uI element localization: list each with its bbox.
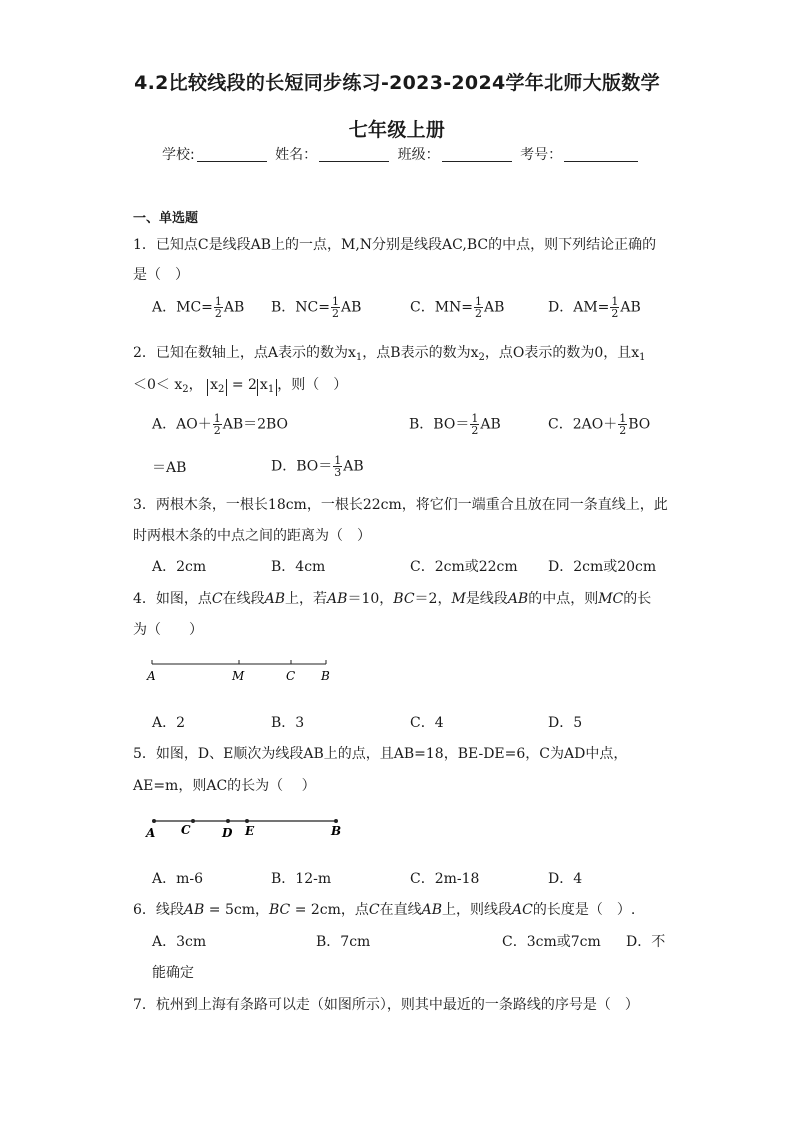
abs-x1: $x_1$ (257, 379, 277, 396)
q5-option-c[interactable]: C．2m-18 (410, 871, 480, 887)
q4-option-b[interactable]: B．3 (271, 715, 305, 731)
q6-option-c[interactable]: C．3cm或7cm (502, 934, 601, 950)
q5-segment-figure (140, 812, 350, 842)
q4-option-d[interactable]: D．5 (548, 715, 583, 731)
q5-stem: 5．如图，D、E顺次为线段AB上的点，且AB=18，BE-DE=6，C为AD中点， (133, 746, 628, 762)
q6-option-d-cont: 能确定 (152, 965, 194, 981)
class-label: 班级： (397, 147, 440, 163)
q3-option-d[interactable]: D．2cm或20cm (548, 559, 657, 575)
student-info-row (162, 144, 642, 164)
label-d: D (222, 826, 233, 840)
point-a (152, 819, 156, 823)
q6-option-a[interactable]: A．3cm (152, 934, 207, 950)
fraction: $\frac{1}{2}$ (331, 295, 339, 320)
label-m: M (232, 669, 245, 683)
q2-option-c[interactable]: C．2AO＋ $\frac{1}{2}$ BO (548, 412, 651, 437)
q1-option-a[interactable]: A．MC= $\frac{1}{2}$ AB (152, 295, 245, 320)
fraction: $\frac{1}{2}$ (475, 295, 483, 320)
class-blank[interactable] (442, 147, 512, 162)
q4-option-c[interactable]: C．4 (410, 715, 444, 731)
q3-option-c[interactable]: C．2cm或22cm (410, 559, 518, 575)
label-b: B (321, 669, 330, 683)
q6-option-b[interactable]: B．7cm (316, 934, 371, 950)
q4-stem: 4．如图，点C在线段AB上，若AB＝10，BC＝2，M是线段AB的中点，则MC的长 (133, 591, 652, 607)
school-blank[interactable] (197, 147, 267, 162)
q1-option-d[interactable]: D．AM= $\frac{1}{2}$ AB (548, 295, 641, 320)
title-line-2: 七年级上册 (348, 119, 446, 141)
name-blank[interactable] (319, 147, 389, 162)
q5-stem-2: AE=m，则AC的长为（ ） (133, 778, 316, 794)
q1-option-b[interactable]: B．NC= $\frac{1}{2}$ AB (271, 295, 362, 320)
q1-stem-2: 是（ ） (133, 267, 189, 283)
q2-option-b[interactable]: B．BO＝ $\frac{1}{2}$ AB (409, 412, 501, 437)
q5-option-d[interactable]: D．4 (548, 871, 583, 887)
label-e: E (245, 824, 255, 838)
q2-option-a[interactable]: A．AO＋ $\frac{1}{2}$ AB＝2BO (152, 412, 289, 437)
q3-option-b[interactable]: B．4cm (271, 559, 326, 575)
abs-x2: $x_2$ (207, 379, 227, 396)
q2-stem-2: $<0< x_2$， $x_2 = 2$ $x_1$ ，则（ ） (133, 377, 348, 395)
q3-option-a[interactable]: A．2cm (152, 559, 207, 575)
q4-segment-figure (140, 652, 340, 686)
label-b: B (331, 824, 342, 838)
q6-stem: 6．线段AB = 5cm，BC = 2cm，点C在直线AB上，则线段AC的长度是（ ）. (133, 902, 636, 918)
label-c: C (181, 823, 191, 837)
q5-option-b[interactable]: B．12-m (271, 871, 332, 887)
number-blank[interactable] (564, 147, 638, 162)
q2-option-d[interactable]: D．BO＝ $\frac{1}{3}$ AB (271, 454, 364, 479)
fraction: $\frac{1}{2}$ (214, 295, 222, 320)
label-a: A (146, 826, 156, 840)
point-d (226, 819, 230, 823)
school-label: 学校: (162, 147, 195, 163)
title-line-1: 4.2比较线段的长短同步练习-2023-2024学年北师大版数学 (134, 72, 660, 94)
q4-option-a[interactable]: A．2 (152, 715, 186, 731)
label-c: C (286, 669, 296, 683)
q3-stem: 3．两根木条，一根长18cm，一根长22cm，将它们一端重合且放在同一条直线上，此 (133, 497, 668, 513)
q6-option-d[interactable]: D．不 (626, 934, 666, 950)
section-heading: 一、单选题 (133, 211, 199, 226)
q1-option-c[interactable]: C．MN= $\frac{1}{2}$ AB (410, 295, 505, 320)
q3-stem-2: 时两根木条的中点之间的距离为（ ） (133, 528, 371, 544)
q1-stem: 1．已知点C是线段AB上的一点，M,N分别是线段AC,BC的中点，则下列结论正确的 (133, 237, 657, 253)
q5-option-a[interactable]: A．m-6 (152, 871, 204, 887)
q7-stem: 7．杭州到上海有条路可以走（如图所示），则其中最近的一条路线的序号是（ ） (133, 997, 639, 1013)
q4-stem-2: 为（ ） (133, 622, 203, 638)
q2-option-c-cont: ＝AB (152, 460, 187, 476)
point-c (191, 819, 195, 823)
point-e (245, 819, 249, 823)
label-a: A (147, 669, 156, 683)
point-b (334, 819, 338, 823)
q2-stem: 2．已知在数轴上，点A表示的数为$x_1$，点B表示的数为$x_2$，点O表示的数为0，且$x_1$ (133, 345, 646, 363)
name-label: 姓名： (275, 147, 318, 163)
fraction: $\frac{1}{2}$ (611, 295, 619, 320)
number-label: 考号： (520, 147, 563, 163)
